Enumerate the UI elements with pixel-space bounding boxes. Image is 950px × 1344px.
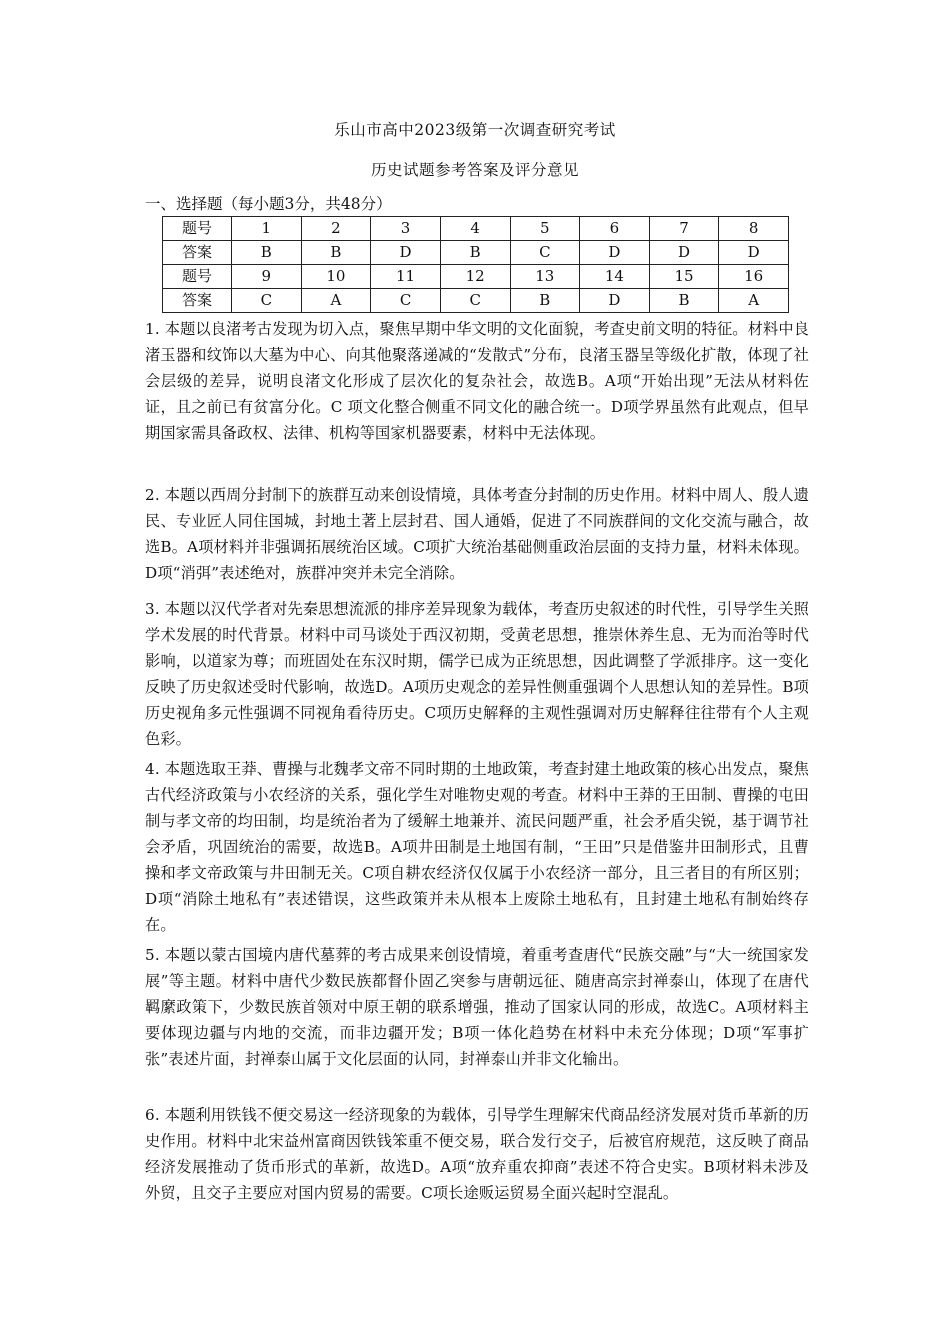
page-title: 乐山市高中2023级第一次调查研究考试: [334, 121, 616, 139]
table-cell: 4: [440, 217, 510, 241]
table-cell: D: [580, 241, 650, 265]
explanation-paragraph-3: 3. 本题以汉代学者对先秦思想流派的排序差异现象为载体，考查历史叙述的时代性，引导学生关照学术发展的时代背景。材料中司马谈处于西汉初期，受黄老思想，推崇休养生息、无为而治等时代影响，以道家为尊；而班固处在东汉时期，儒学已成为正统思想，因此调整了学派排序。这一变化反映了历史叙述受时代影响，故选D。A项历史观念的差异性侧重强调个人思想认知的差异性。B项历史视角多元性强调不同视角看待历史。C项历史解释的主观性强调对历史解释往往带有个人主观色彩。: [145, 600, 809, 748]
table-cell: 8: [719, 217, 789, 241]
table-cell: A: [301, 289, 371, 313]
table-cell: 13: [510, 265, 580, 289]
table-cell: D: [580, 289, 650, 313]
table-cell: C: [440, 289, 510, 313]
table-header-cell: 答案: [163, 241, 232, 265]
table-cell: B: [649, 289, 719, 313]
explanation-paragraph-2: 2. 本题以西周分封制下的族群互动来创设情境，具体考查分封制的历史作用。材料中周人、殷人遗民、专业匠人同住国城，封地土著上层封君、国人通婚，促进了不同族群间的文化交流与融合，故选B。A项材料并非强调拓展统治区域。C项扩大统治基础侧重政治层面的支持力量，材料未体现。D项“消弭”表述绝对，族群冲突并未完全消除。: [145, 486, 809, 582]
table-cell: 5: [510, 217, 580, 241]
table-cell: 15: [649, 265, 719, 289]
table-header-cell: 答案: [163, 289, 232, 313]
table-row: [163, 217, 789, 241]
table-cell: 7: [649, 217, 719, 241]
table-cell: B: [301, 241, 371, 265]
table-cell: D: [719, 241, 789, 265]
table-row: [163, 289, 789, 313]
table-cell: B: [510, 289, 580, 313]
table-cell: A: [719, 289, 789, 313]
table-cell: 9: [232, 265, 302, 289]
table-cell: C: [371, 289, 441, 313]
table-cell: B: [232, 241, 302, 265]
table-cell: 6: [580, 217, 650, 241]
table-cell: 2: [301, 217, 371, 241]
table-cell: D: [649, 241, 719, 265]
table-cell: 3: [371, 217, 441, 241]
answer-table: [162, 216, 789, 313]
table-cell: 12: [440, 265, 510, 289]
table-cell: 1: [232, 217, 302, 241]
page-subtitle: 历史试题参考答案及评分意见: [370, 161, 579, 179]
table-cell: 16: [719, 265, 789, 289]
table-cell: D: [371, 241, 441, 265]
table-cell: B: [440, 241, 510, 265]
table-cell: C: [232, 289, 302, 313]
table-row: [163, 265, 789, 289]
table-cell: 14: [580, 265, 650, 289]
explanation-paragraph-5: 5. 本题以蒙古国境内唐代墓葬的考古成果来创设情境，着重考查唐代“民族交融”与“大一统国家发展”等主题。材料中唐代少数民族都督仆固乙突参与唐朝远征、随唐高宗封禅泰山，体现了在唐代羁縻政策下，少数民族首领对中原王朝的联系增强，推动了国家认同的形成，故选C。A项材料主要体现边疆与内地的交流，而非边疆开发；B项一体化趋势在材料中未充分体现；D项“军事扩张”表述片面，封禅泰山属于文化层面的认同，封禅泰山并非文化输出。: [145, 946, 809, 1068]
table-header-cell: 题号: [163, 265, 232, 289]
section-heading: 一、选择题（每小题3分，共48分）: [145, 195, 392, 213]
table-row: [163, 241, 789, 265]
table-cell: 10: [301, 265, 371, 289]
explanation-paragraph-1: 1. 本题以良渚考古发现为切入点，聚焦早期中华文明的文化面貌，考查史前文明的特征。材料中良渚玉器和纹饰以大墓为中心、向其他聚落递减的“发散式”分布，良渚玉器呈等级化扩散，体现了社会层级的差异，说明良渚文化形成了层次化的复杂社会，故选B。A项“开始出现”无法从材料佐证，且之前已有贫富分化。C 项文化整合侧重不同文化的融合统一。D项学界虽然有此观点，但早期国家需具备政权、法律、机构等国家机器要素，材料中无法体现。: [145, 320, 809, 442]
table-cell: C: [510, 241, 580, 265]
table-header-cell: 题号: [163, 217, 232, 241]
explanation-paragraph-6: 6. 本题利用铁钱不便交易这一经济现象的为载体，引导学生理解宋代商品经济发展对货币革新的历史作用。材料中北宋益州富商因铁钱笨重不便交易，联合发行交子，后被官府规范，这反映了商品经济发展推动了货币形式的革新，故选D。A项“放弃重农抑商”表述不符合史实。B项材料未涉及外贸，且交子主要应对国内贸易的需要。C项长途贩运贸易全面兴起时空混乱。: [145, 1106, 809, 1202]
explanation-paragraph-4: 4. 本题选取王莽、曹操与北魏孝文帝不同时期的土地政策，考查封建土地政策的核心出发点，聚焦古代经济政策与小农经济的关系，强化学生对唯物史观的考查。材料中王莽的王田制、曹操的屯田制与孝文帝的均田制，均是统治者为了缓解土地兼并、流民问题严重，社会矛盾尖锐，基于调节社会矛盾，巩固统治的需要，故选B。A项井田制是土地国有制，“王田”只是借鉴井田制形式，且曹操和孝文帝政策与井田制无关。C项自耕农经济仅仅属于小农经济一部分，且三者目的有所区别；D项“消除土地私有”表述错误，这些政策并未从根本上废除土地私有，且封建土地私有制始终存在。: [145, 760, 809, 934]
table-cell: 11: [371, 265, 441, 289]
